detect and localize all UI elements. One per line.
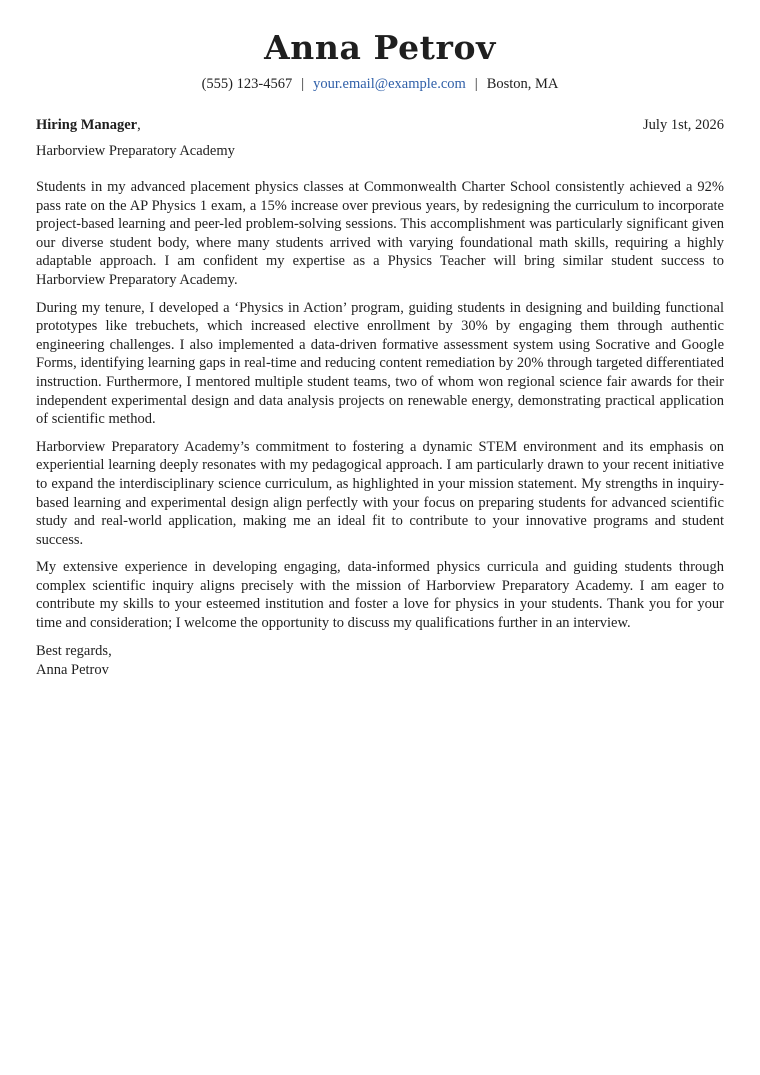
email-link[interactable]: your.email@example.com (313, 76, 466, 92)
separator: | (301, 76, 305, 92)
company-name: Harborview Preparatory Academy (36, 143, 235, 159)
signature-name: Anna Petrov (36, 661, 109, 678)
contact-line (36, 74, 724, 94)
body-paragraph: My extensive experience in developing engaging, data-informed physics curricula and guiding students through complex scientific inquiry aligns precisely with the mission of Harborview Preparatory Academy. I am eager to contribute my skills to your esteemed institution and foster a love for physics in your students. Thank you for your time and consideration; I welcome the opportunity to discuss my qualifications further in an interview. (36, 559, 724, 632)
body-paragraph: Students in my advanced placement physics classes at Commonwealth Charter School consistently achieved a 92% pass rate on the AP Physics 1 exam, a 15% increase over previous years, by redesigning the curriculum to incorporate project-based learning and peer-led problem-solving sessions. This accomplishment was particularly significant given our diverse student body, where many students arrived with varying foundational math skills, requiring a highly adaptable approach. I am confident my expertise as a Physics Teacher will bring similar student success to Harborview Preparatory Academy. (36, 179, 724, 288)
body-paragraph: Harborview Preparatory Academy’s commitment to fostering a dynamic STEM environment and its emphasis on experiential learning deeply resonates with my pedagogical approach. I am particularly drawn to your recent initiative to expand the interdisciplinary science curriculum, as highlighted in your mission statement. My strengths in inquiry-based learning and experimental design align perfectly with your focus on preparing students for advanced scientific study and real-world application, making me an ideal fit to contribute to your innovative programs and student success. (36, 438, 724, 548)
body-paragraph: During my tenure, I developed a ‘Physics in Action’ program, guiding students in designing and building functional prototypes like trebuchets, which increased elective enrollment by 30% by engaging them through authentic engineering challenges. I also implemented a data-driven formative assessment system using Socrative and Google Forms, identifying learning gaps in real-time and reducing content remediation by 20% through targeted differentiated instruction. Furthermore, I mentored multiple student teams, two of whom won regional science fair awards for their independent experimental design and data analysis projects on renewable energy, demonstrating practical application of scientific method. (36, 299, 724, 428)
location: Boston, MA (486, 76, 559, 92)
phone-number: (555) 123-4567 (201, 76, 293, 92)
letter-date: July 1st, 2026 (643, 117, 724, 133)
closing-phrase: Best regards, (36, 642, 112, 659)
separator: | (474, 76, 478, 92)
recipient-name: Hiring Manager (36, 117, 138, 133)
closing-block (36, 642, 724, 680)
applicant-name: Anna Petrov (264, 28, 496, 67)
letter-body (36, 178, 724, 633)
recipient-punct: , (137, 117, 141, 133)
salutation-row (36, 115, 724, 135)
recipient (36, 115, 141, 135)
